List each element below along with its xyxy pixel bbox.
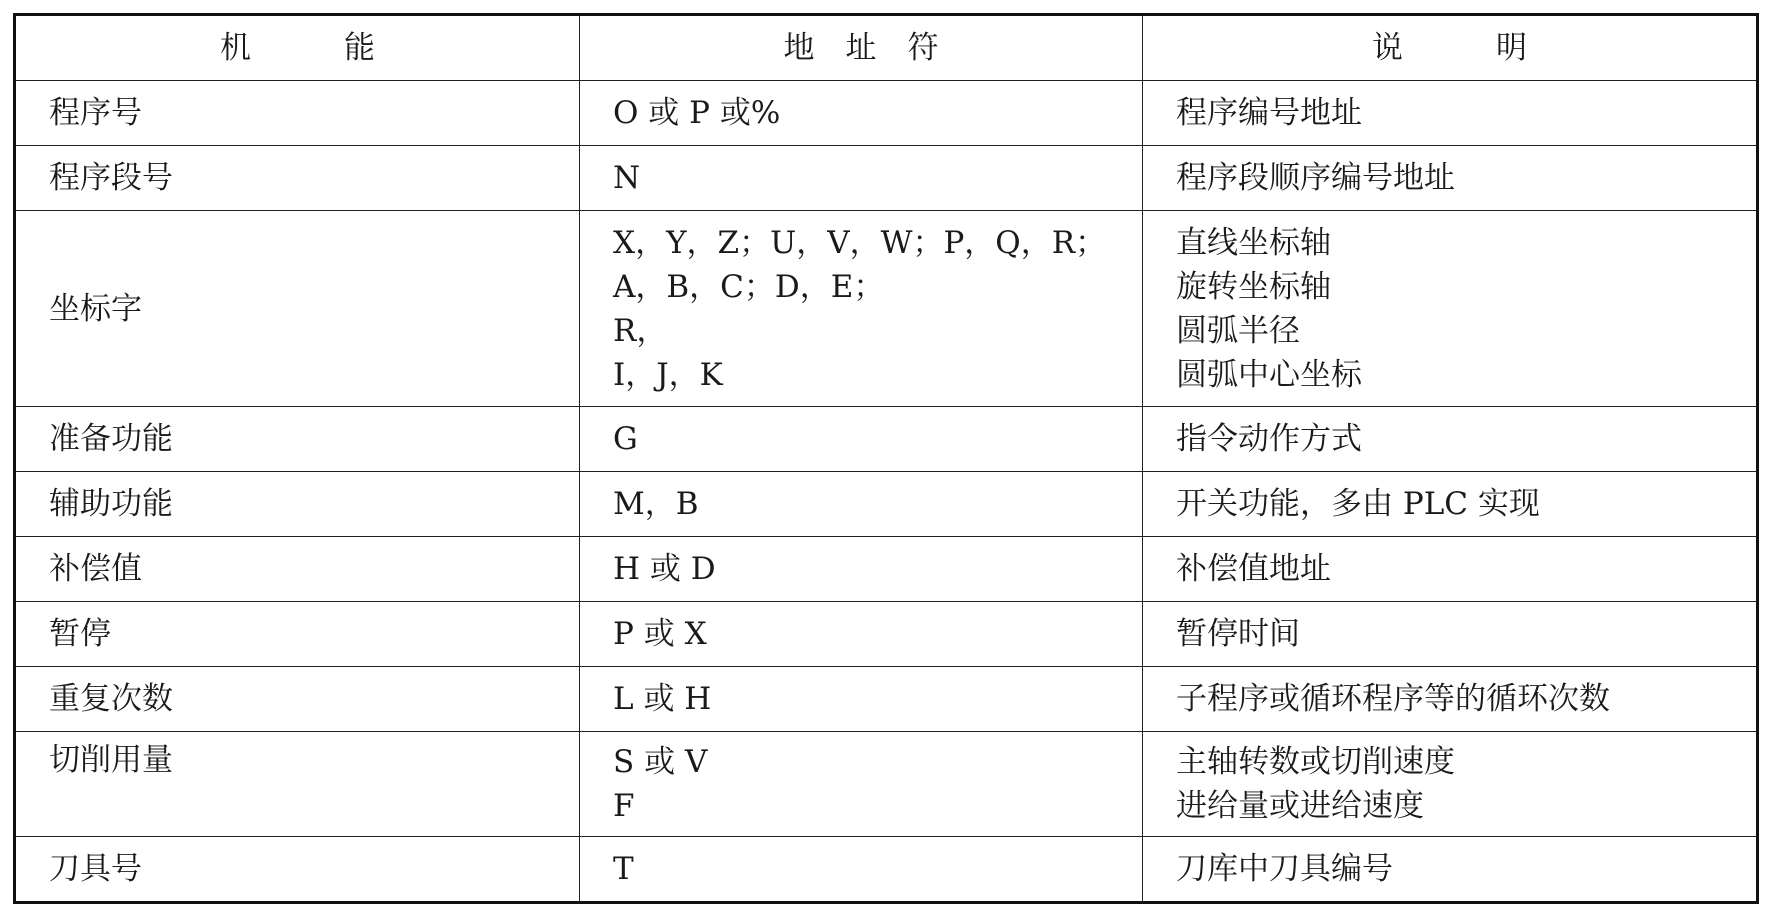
description-line: 主轴转数或切削速度 (1176, 744, 1455, 780)
address-cell (580, 732, 1143, 837)
function-cell: 辅助功能 (15, 472, 580, 537)
address-line: X，Y，Z；U，V，W；P，Q，R； (613, 224, 1107, 261)
table-row (15, 472, 1758, 537)
description-cell (1143, 407, 1758, 472)
address-cell (580, 667, 1143, 732)
description-line: 补偿值地址 (1176, 551, 1331, 587)
address-line: T (613, 851, 634, 887)
description-line: 指令动作方式 (1176, 421, 1362, 457)
address-table (13, 13, 1759, 904)
address-cell (580, 837, 1143, 903)
address-cell (580, 537, 1143, 602)
address-line: F (613, 788, 635, 824)
header-address: 地 址 符 (580, 15, 1143, 81)
description-cell (1143, 837, 1758, 903)
table-row (15, 837, 1758, 903)
function-cell: 坐标字 (15, 211, 580, 407)
table-row (15, 667, 1758, 732)
function-cell: 程序号 (15, 81, 580, 146)
function-cell: 准备功能 (15, 407, 580, 472)
description-line: 程序段顺序编号地址 (1176, 160, 1455, 196)
function-cell: 切削用量 (15, 732, 580, 837)
table-row (15, 602, 1758, 667)
table-row (15, 211, 1758, 407)
description-line: 开关功能，多由 PLC 实现 (1176, 486, 1540, 522)
address-cell (580, 81, 1143, 146)
header-function: 机 能 (15, 15, 580, 81)
address-cell (580, 602, 1143, 667)
table-row (15, 81, 1758, 146)
description-line: 刀库中刀具编号 (1176, 851, 1393, 887)
description-cell (1143, 81, 1758, 146)
description-line: 旋转坐标轴 (1176, 268, 1331, 305)
description-line: 圆弧中心坐标 (1176, 356, 1362, 393)
table-row (15, 146, 1758, 211)
table-row (15, 407, 1758, 472)
address-line: L 或 H (613, 681, 712, 717)
address-cell (580, 211, 1143, 407)
address-line: G (613, 421, 638, 457)
description-cell (1143, 472, 1758, 537)
address-cell (580, 407, 1143, 472)
description-line: 进给量或进给速度 (1176, 788, 1424, 824)
description-line: 直线坐标轴 (1176, 224, 1331, 261)
function-cell: 重复次数 (15, 667, 580, 732)
address-line: S 或 V (613, 744, 708, 780)
address-line: I，J，K (613, 356, 723, 393)
address-line: M，B (613, 486, 699, 522)
table-row (15, 537, 1758, 602)
description-line: 子程序或循环程序等的循环次数 (1176, 681, 1610, 717)
header-row (15, 15, 1758, 81)
address-line: O 或 P 或% (613, 95, 781, 131)
description-cell (1143, 537, 1758, 602)
description-line: 圆弧半径 (1176, 312, 1300, 349)
address-line: R， (613, 312, 668, 349)
description-cell (1143, 146, 1758, 211)
function-cell: 暂停 (15, 602, 580, 667)
address-line: N (613, 160, 641, 196)
description-cell (1143, 667, 1758, 732)
table-row (15, 732, 1758, 837)
function-cell: 补偿值 (15, 537, 580, 602)
description-line: 暂停时间 (1176, 616, 1300, 652)
description-cell (1143, 602, 1758, 667)
function-cell: 程序段号 (15, 146, 580, 211)
address-line: H 或 D (613, 551, 716, 587)
address-cell (580, 146, 1143, 211)
header-description: 说 明 (1143, 15, 1758, 81)
address-cell (580, 472, 1143, 537)
address-line: A，B，C；D，E； (613, 268, 885, 305)
address-line: P 或 X (613, 616, 707, 652)
description-cell (1143, 732, 1758, 837)
address-table-container (13, 13, 1759, 904)
function-cell: 刀具号 (15, 837, 580, 903)
description-cell (1143, 211, 1758, 407)
description-line: 程序编号地址 (1176, 95, 1362, 131)
